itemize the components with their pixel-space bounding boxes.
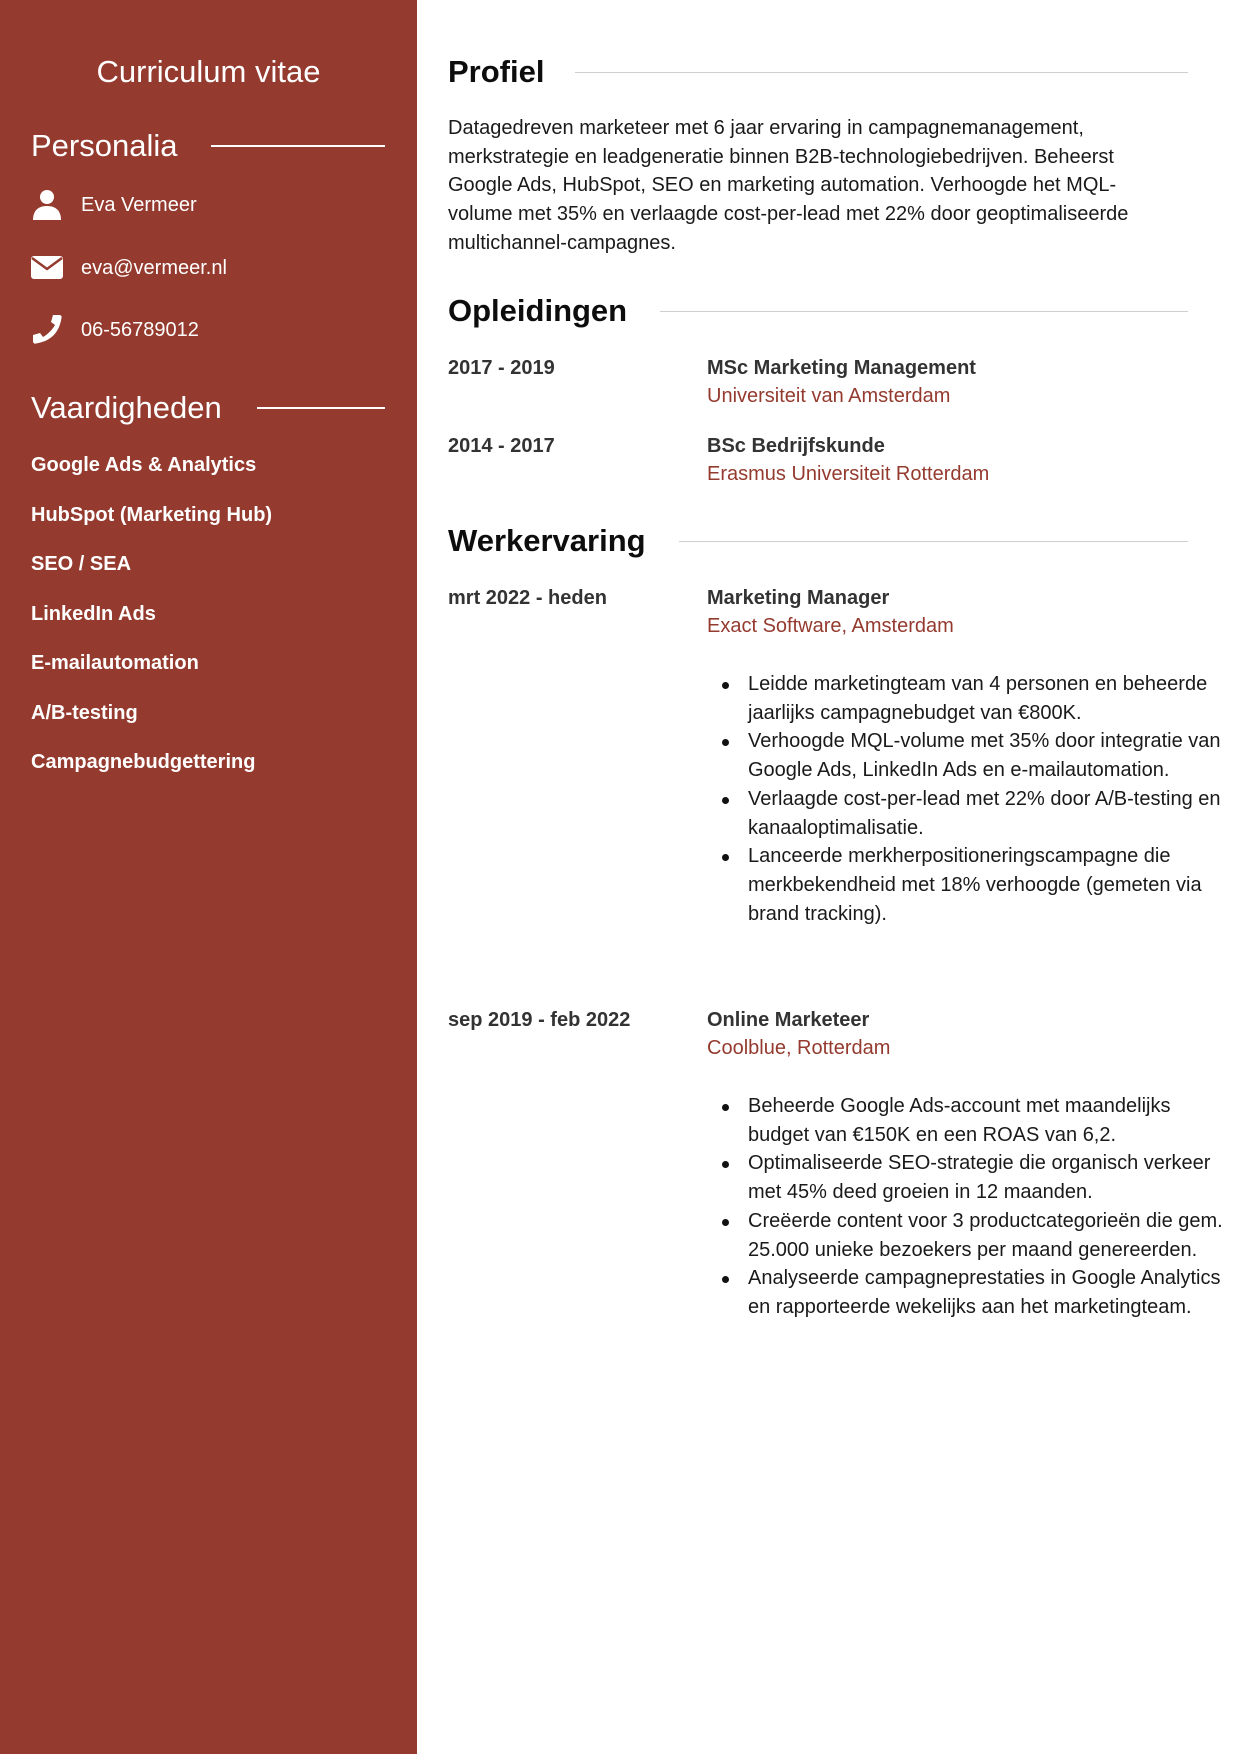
list-item: Verhoogde MQL-volume met 35% door integratie van Google Ads, LinkedIn Ads en e-mailautomation. bbox=[748, 727, 1228, 784]
personalia-heading: Personalia bbox=[31, 128, 178, 163]
skills-heading: Vaardigheden bbox=[31, 390, 222, 425]
experience-divider bbox=[679, 541, 1188, 542]
contact-email-text[interactable]: eva@vermeer.nl bbox=[81, 257, 227, 279]
person-icon bbox=[31, 188, 63, 220]
main-content bbox=[448, 0, 1223, 1754]
education-heading: Opleidingen bbox=[448, 293, 628, 328]
experience-heading: Werkervaring bbox=[448, 523, 646, 558]
contact-email[interactable] bbox=[31, 251, 391, 285]
list-item: Creëerde content voor 3 productcategorieën die gem. 25.000 unieke bezoekers per maand genereerden. bbox=[748, 1207, 1228, 1264]
experience-company: Coolblue, Rotterdam bbox=[707, 1037, 891, 1059]
sidebar bbox=[0, 0, 417, 1754]
experience-role: Marketing Manager bbox=[707, 587, 890, 609]
skill-item: Campagnebudgettering bbox=[31, 751, 256, 773]
list-item: Leidde marketingteam van 4 personen en beheerde jaarlijks campagnebudget van €800K. bbox=[748, 670, 1228, 727]
experience-bullets bbox=[707, 1092, 1228, 1322]
skill-item: Google Ads & Analytics bbox=[31, 454, 257, 476]
skill-item: A/B-testing bbox=[31, 702, 138, 724]
contact-phone-text[interactable]: 06-56789012 bbox=[81, 319, 199, 341]
list-item: Lanceerde merkherpositioneringscampagne die merkbekendheid met 18% verhoogde (gemeten via brand tracking). bbox=[748, 842, 1228, 928]
experience-role: Online Marketeer bbox=[707, 1009, 870, 1031]
education-institution: Erasmus Universiteit Rotterdam bbox=[707, 463, 990, 485]
list-item: Beheerde Google Ads-account met maandelijks budget van €150K en een ROAS van 6,2. bbox=[748, 1092, 1228, 1149]
education-degree: BSc Bedrijfskunde bbox=[707, 435, 885, 457]
phone-icon bbox=[31, 313, 63, 345]
education-degree: MSc Marketing Management bbox=[707, 357, 976, 379]
list-item: Analyseerde campagneprestaties in Google Analytics en rapporteerde wekelijks aan het marketingteam. bbox=[748, 1264, 1228, 1321]
skill-item: LinkedIn Ads bbox=[31, 603, 156, 625]
experience-bullets bbox=[707, 670, 1228, 928]
envelope-icon bbox=[31, 251, 63, 283]
education-dates: 2014 - 2017 bbox=[448, 435, 555, 457]
profile-divider bbox=[575, 72, 1188, 73]
skill-item: SEO / SEA bbox=[31, 553, 132, 575]
contact-phone[interactable] bbox=[31, 313, 391, 347]
personalia-divider bbox=[211, 145, 385, 147]
profile-heading: Profiel bbox=[448, 54, 545, 89]
experience-company: Exact Software, Amsterdam bbox=[707, 615, 954, 637]
experience-dates: mrt 2022 - heden bbox=[448, 587, 607, 609]
contact-name bbox=[31, 188, 391, 222]
profile-text: Datagedreven marketeer met 6 jaar ervaring in campagnemanagement, merkstrategie en leadgeneratie binnen B2B-technologiebedrijven. Beheerst Google Ads, HubSpot, SEO en marketing automation. Verhoogde het MQL-volume met 35% en verlaagde cost-per-lead met 22% door geoptimaliseerde multichannel-campagnes. bbox=[448, 117, 1129, 254]
education-divider bbox=[660, 311, 1188, 312]
experience-dates: sep 2019 - feb 2022 bbox=[448, 1009, 631, 1031]
skill-item: HubSpot (Marketing Hub) bbox=[31, 504, 273, 526]
list-item: Optimaliseerde SEO-strategie die organisch verkeer met 45% deed groeien in 12 maanden. bbox=[748, 1149, 1228, 1206]
education-institution: Universiteit van Amsterdam bbox=[707, 385, 951, 407]
list-item: Verlaagde cost-per-lead met 22% door A/B-testing en kanaaloptimalisatie. bbox=[748, 785, 1228, 842]
skill-item: E-mailautomation bbox=[31, 652, 199, 674]
document-title: Curriculum vitae bbox=[96, 54, 321, 89]
skills-divider bbox=[257, 407, 385, 409]
education-dates: 2017 - 2019 bbox=[448, 357, 555, 379]
contact-name-text: Eva Vermeer bbox=[81, 194, 197, 216]
